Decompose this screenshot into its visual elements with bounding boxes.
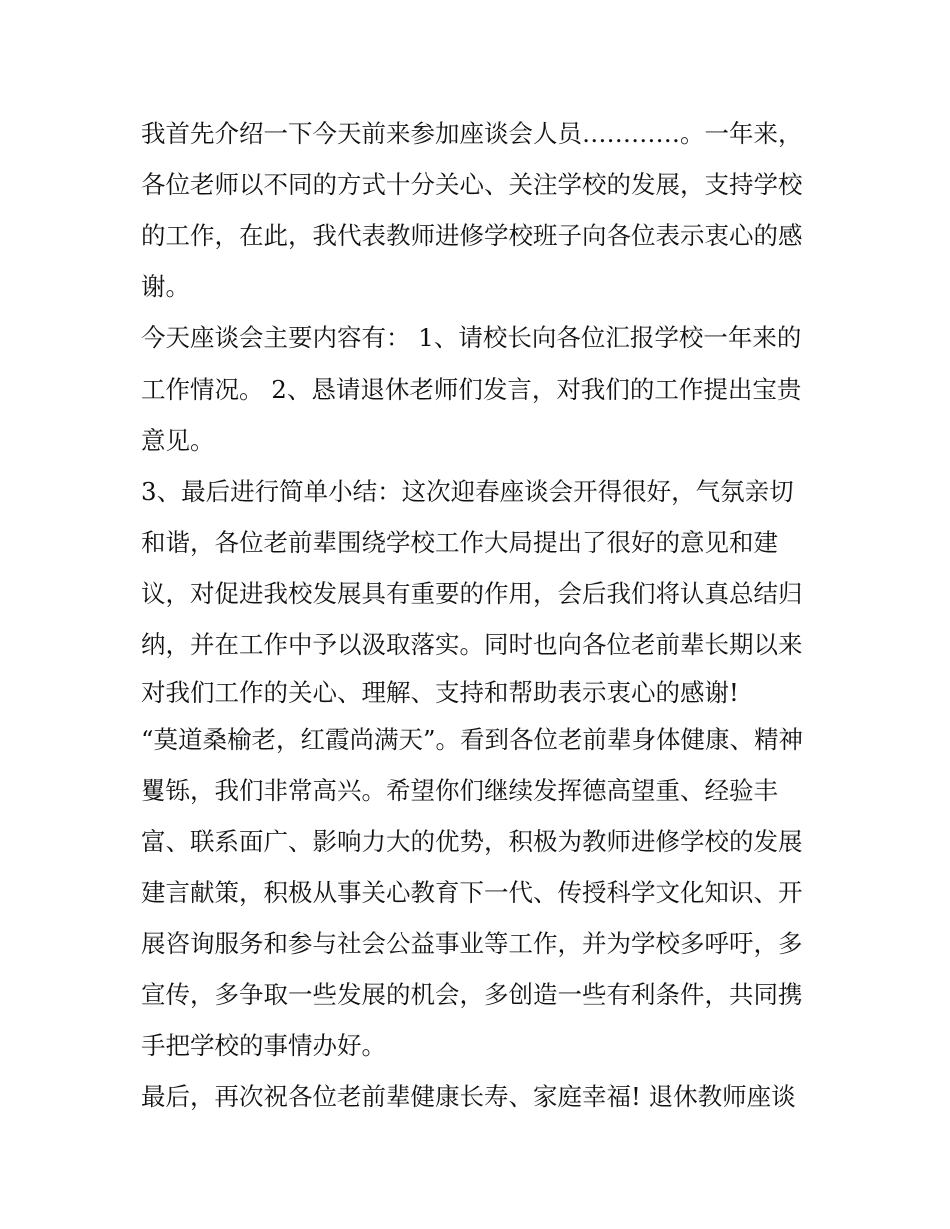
- text-line: 各位老师以不同的方式十分关心、关注学校的发展，支持学校: [141, 170, 803, 199]
- text-line: 最后，再次祝各位老前辈健康长寿、家庭幸福! 退休教师座谈: [141, 1082, 796, 1111]
- text-line: 对我们工作的关心、理解、支持和帮助表示衷心的感谢!: [141, 678, 739, 707]
- text-line: 议，对促进我校发展具有重要的作用，会后我们将认真总结归: [141, 579, 803, 608]
- text-line: 今天座谈会主要内容有： 1、请校长向各位汇报学校一年来的: [141, 323, 802, 352]
- text-line: 建言献策，积极从事关心教育下一代、传授科学文化知识、开: [141, 878, 803, 907]
- text-line: 谢。: [141, 272, 190, 301]
- text-line: “莫道桑榆老，红霞尚满天”。看到各位老前辈身体健康、精神: [141, 725, 804, 754]
- text-line: 3、最后进行简单小结：这次迎春座谈会开得很好，气氛亲切: [141, 477, 794, 506]
- text-line: 富、联系面广、影响力大的优势，积极为教师进修学校的发展: [141, 827, 803, 856]
- text-line: 矍铄，我们非常高兴。希望你们继续发挥德高望重、经验丰: [141, 776, 778, 805]
- text-line: 手把学校的事情办好。: [141, 1031, 386, 1060]
- text-line: 展咨询服务和参与社会公益事业等工作，并为学校多呼吁，多: [141, 929, 803, 958]
- text-line: 意见。: [141, 426, 215, 455]
- text-line: 宣传，多争取一些发展的机会，多创造一些有利条件，共同携: [141, 980, 803, 1009]
- text-line: 我首先介绍一下今天前来参加座谈会人员…………。一年来，: [141, 119, 803, 148]
- text-line: 纳，并在工作中予以汲取落实。同时也向各位老前辈长期以来: [141, 630, 803, 659]
- text-line: 工作情况。 2、恳请退休老师们发言，对我们的工作提出宝贵: [141, 375, 802, 404]
- text-line: 的工作，在此，我代表教师进修学校班子向各位表示衷心的感: [141, 221, 803, 250]
- text-line: 和谐，各位老前辈围绕学校工作大局提出了很好的意见和建: [141, 528, 778, 557]
